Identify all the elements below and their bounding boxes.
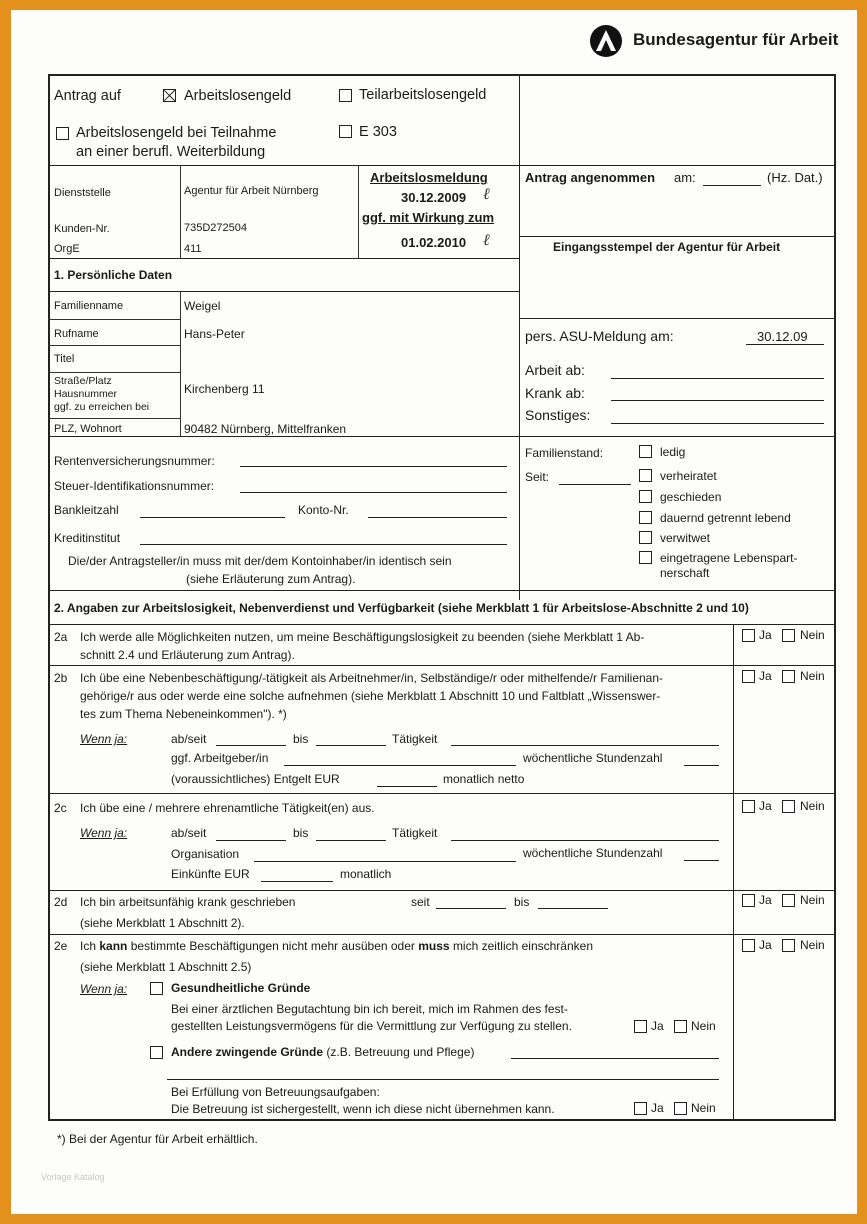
titel-label: Titel xyxy=(54,353,75,365)
option-weiterbildung-1: Arbeitslosengeld bei Teilnahme xyxy=(76,125,277,141)
gesundheitliche-text-2: gestellten Leistungsvermögens für die Vermittlung zur Verfügung zu stellen. xyxy=(171,1019,572,1033)
blz-label: Bankleitzahl xyxy=(54,503,119,517)
option-e303: E 303 xyxy=(359,124,397,140)
q2c-num: 2c xyxy=(54,801,67,815)
form-page xyxy=(11,10,857,1214)
q2c-monatlich: monatlich xyxy=(340,867,392,881)
option-arbeitslosengeld: Arbeitslosengeld xyxy=(184,88,292,104)
familienstand-seit: Seit: xyxy=(525,470,550,484)
q2c-taetigkeit: Tätigkeit xyxy=(392,826,438,840)
checkbox-ledig[interactable] xyxy=(639,445,652,458)
sonstiges-label: Sonstiges: xyxy=(525,407,591,423)
checkbox-2d-nein[interactable] xyxy=(782,894,795,907)
andere-gruende-label: Andere zwingende Gründe (z.B. Betreuung und Pflege) xyxy=(171,1045,475,1059)
q2d-seit: seit xyxy=(411,895,430,909)
checkbox-2e-ja[interactable] xyxy=(742,939,755,952)
q2a-text-1: Ich werde alle Möglichkeiten nutzen, um meine Beschäftigungslosigkeit zu beenden (siehe Merkblatt 1 Ab- xyxy=(80,630,645,644)
q2a-text-2: schnitt 2.4 und Erläuterung zum Antrag). xyxy=(80,648,295,662)
q2b-text-2: gehörige/r aus oder werde eine solche aufnehmen (siehe Merkblatt 1 Abschnitt 10 und Faltblatt „Wissenswer- xyxy=(80,689,661,703)
q2b-arbeitgeber: ggf. Arbeitgeber/in xyxy=(171,751,269,765)
q2b-ab-seit: ab/seit xyxy=(171,732,207,746)
org-name: Bundesagentur für Arbeit xyxy=(633,30,839,49)
orge-value: 411 xyxy=(184,243,202,255)
option-lebenspartnerschaft-1: eingetragene Lebenspart- xyxy=(660,551,798,565)
q2d-text-1: Ich bin arbeitsunfähig krank geschrieben xyxy=(80,895,296,909)
option-geschieden: geschieden xyxy=(660,490,722,504)
hz-dat: (Hz. Dat.) xyxy=(767,170,823,185)
gesundheitliche-gruende-label: Gesundheitliche Gründe xyxy=(171,981,311,995)
strasse-label-3: ggf. zu erreichen bei xyxy=(54,401,150,413)
option-getrennt: dauernd getrennt lebend xyxy=(660,511,791,525)
q2c-wenn-ja: Wenn ja: xyxy=(80,826,128,840)
label-gesundheit-ja: Ja xyxy=(651,1019,664,1033)
label-betreuung-nein: Nein xyxy=(691,1101,716,1115)
label-2e-nein: Nein xyxy=(800,938,825,952)
krank-ab-label: Krank ab: xyxy=(525,385,585,401)
angenommen-label: Antrag angenommen xyxy=(525,170,656,185)
rufname-label: Rufname xyxy=(54,328,99,340)
checkbox-2c-ja[interactable] xyxy=(742,800,755,813)
bundesagentur-logo-icon xyxy=(589,24,623,58)
meldung-date1: 30.12.2009 xyxy=(401,190,467,205)
antrag-label: Antrag auf xyxy=(54,88,121,104)
checkbox-gesundheit-ja[interactable] xyxy=(634,1020,647,1033)
label-betreuung-ja: Ja xyxy=(651,1101,664,1115)
checkbox-2b-nein[interactable] xyxy=(782,670,795,683)
plz-value[interactable]: 90482 Nürnberg, Mittelfranken xyxy=(184,422,347,436)
q2c-einkuenfte: Einkünfte EUR xyxy=(171,867,250,881)
checkbox-e303[interactable] xyxy=(339,125,352,138)
asu-value: 30.12.09 xyxy=(757,329,808,344)
kunden-value: 735D272504 xyxy=(184,222,248,234)
steuer-label: Steuer-Identifikationsnummer: xyxy=(54,479,215,493)
rufname-value[interactable]: Hans-Peter xyxy=(184,327,245,341)
q2b-bis: bis xyxy=(293,732,309,746)
checkbox-gesundheitliche-gruende[interactable] xyxy=(150,982,163,995)
label-2b-nein: Nein xyxy=(800,669,825,683)
checkbox-2c-nein[interactable] xyxy=(782,800,795,813)
option-verheiratet: verheiratet xyxy=(660,469,717,483)
angenommen-am: am: xyxy=(674,170,696,185)
q2b-taetigkeit: Tätigkeit xyxy=(392,732,438,746)
meldung-title: Arbeitslosmeldung xyxy=(370,170,488,185)
eingangsstempel-label: Eingangsstempel der Agentur für Arbeit xyxy=(553,240,781,254)
q2c-ab-seit: ab/seit xyxy=(171,826,207,840)
label-2d-ja: Ja xyxy=(759,893,772,907)
checkbox-getrennt[interactable] xyxy=(639,511,652,524)
gesundheitliche-text-1: Bei einer ärztlichen Begutachtung bin ich bereit, mich im Rahmen des fest- xyxy=(171,1002,568,1016)
q2c-text-1: Ich übe eine / mehrere ehrenamtliche Tätigkeit(en) aus. xyxy=(80,801,375,815)
checkbox-2a-nein[interactable] xyxy=(782,629,795,642)
checkbox-betreuung-nein[interactable] xyxy=(674,1102,687,1115)
signature-mark-1: ℓ xyxy=(483,184,490,203)
betreuung-text-1: Bei Erfüllung von Betreuungsaufgaben: xyxy=(171,1085,380,1099)
arbeit-ab-label: Arbeit ab: xyxy=(525,362,585,378)
watermark: Vorlage Katalog xyxy=(41,1172,105,1182)
option-ledig: ledig xyxy=(660,445,686,459)
q2b-text-1: Ich übe eine Nebenbeschäftigung/-tätigkeit als Arbeitnehmer/in, Selbständige/r oder mithelfende/r Familienan- xyxy=(80,671,664,685)
checkbox-lebenspartnerschaft[interactable] xyxy=(639,551,652,564)
label-2e-ja: Ja xyxy=(759,938,772,952)
q2b-text-3: tes zum Thema Nebeneinkommen"). *) xyxy=(80,707,287,721)
familienname-value[interactable]: Weigel xyxy=(184,299,221,313)
label-2c-ja: Ja xyxy=(759,799,772,813)
checkbox-gesundheit-nein[interactable] xyxy=(674,1020,687,1033)
rvnr-label: Rentenversicherungsnummer: xyxy=(54,454,215,468)
label-2c-nein: Nein xyxy=(800,799,825,813)
q2c-bis: bis xyxy=(293,826,309,840)
q2e-text-1: Ich kann bestimmte Beschäftigungen nicht mehr ausüben oder muss mich zeitlich einschränken xyxy=(80,939,593,953)
checkbox-betreuung-ja[interactable] xyxy=(634,1102,647,1115)
checkbox-teilarbeitslosengeld[interactable] xyxy=(339,89,352,102)
q2c-stundenzahl: wöchentliche Stundenzahl xyxy=(523,846,663,860)
q2d-num: 2d xyxy=(54,895,68,909)
kontoinhaber-note-1: Die/der Antragsteller/in muss mit der/dem Kontoinhaber/in identisch sein xyxy=(68,554,452,568)
strasse-label-1: Straße/Platz xyxy=(54,375,112,387)
label-2b-ja: Ja xyxy=(759,669,772,683)
q2e-num: 2e xyxy=(54,939,68,953)
plz-label: PLZ, Wohnort xyxy=(54,423,122,435)
asu-label: pers. ASU-Meldung am: xyxy=(525,328,674,344)
orge-label: OrgE xyxy=(54,243,80,255)
label-2d-nein: Nein xyxy=(800,893,825,907)
checkbox-verheiratet[interactable] xyxy=(639,469,652,482)
strasse-value[interactable]: Kirchenberg 11 xyxy=(184,382,265,396)
checkbox-weiterbildung[interactable] xyxy=(56,127,69,140)
familienname-label: Familienname xyxy=(54,300,124,312)
q2c-organisation: Organisation xyxy=(171,847,240,861)
footnote: *) Bei der Agentur für Arbeit erhältlich. xyxy=(57,1132,258,1146)
option-lebenspartnerschaft-2: nerschaft xyxy=(660,566,710,580)
checkbox-2a-ja[interactable] xyxy=(742,629,755,642)
strasse-label-2: Hausnummer xyxy=(54,388,118,400)
checkbox-andere-gruende[interactable] xyxy=(150,1046,163,1059)
section2-title: 2. Angaben zur Arbeitslosigkeit, Nebenverdienst und Verfügbarkeit (siehe Merkblatt 1 für Arbeitslose-Abschnitte 2 und 10) xyxy=(54,601,749,615)
q2e-wenn-ja: Wenn ja: xyxy=(80,982,128,996)
familienstand-label: Familienstand: xyxy=(525,446,604,460)
q2b-monatlich-netto: monatlich netto xyxy=(443,772,525,786)
signature-mark-2: ℓ xyxy=(483,230,490,249)
checkbox-verwitwet[interactable] xyxy=(639,531,652,544)
checkbox-2b-ja[interactable] xyxy=(742,670,755,683)
meldung-date2: 01.02.2010 xyxy=(401,235,467,250)
label-2a-nein: Nein xyxy=(800,628,825,642)
institut-label: Kreditinstitut xyxy=(54,531,121,545)
kunden-label: Kunden-Nr. xyxy=(54,223,110,235)
meldung-wirkung: ggf. mit Wirkung zum xyxy=(362,210,495,225)
dienststelle-label: Dienststelle xyxy=(54,187,111,199)
q2b-num: 2b xyxy=(54,671,68,685)
kontoinhaber-note-2: (siehe Erläuterung zum Antrag). xyxy=(186,572,356,586)
q2b-wenn-ja: Wenn ja: xyxy=(80,732,128,746)
checkbox-geschieden[interactable] xyxy=(639,490,652,503)
betreuung-text-2: Die Betreuung ist sichergestellt, wenn ich diese nicht übernehmen kann. xyxy=(171,1102,555,1116)
q2d-bis: bis xyxy=(514,895,530,909)
konto-label: Konto-Nr. xyxy=(298,503,349,517)
checkbox-2e-nein[interactable] xyxy=(782,939,795,952)
option-teilarbeitslosengeld: Teilarbeitslosengeld xyxy=(359,87,487,103)
option-verwitwet: verwitwet xyxy=(660,531,711,545)
checkbox-2d-ja[interactable] xyxy=(742,894,755,907)
option-weiterbildung-2: an einer berufl. Weiterbildung xyxy=(76,144,266,160)
q2d-text-2: (siehe Merkblatt 1 Abschnitt 2). xyxy=(80,916,245,930)
label-2a-ja: Ja xyxy=(759,628,772,642)
section1-title: 1. Persönliche Daten xyxy=(54,268,173,282)
checkbox-arbeitslosengeld[interactable] xyxy=(163,89,176,102)
dienststelle-value: Agentur für Arbeit Nürnberg xyxy=(184,185,319,197)
q2b-entgelt: (voraussichtliches) Entgelt EUR xyxy=(171,772,340,786)
label-gesundheit-nein: Nein xyxy=(691,1019,716,1033)
q2e-text-2: (siehe Merkblatt 1 Abschnitt 2.5) xyxy=(80,960,252,974)
q2b-stundenzahl: wöchentliche Stundenzahl xyxy=(523,751,663,765)
q2a-num: 2a xyxy=(54,630,68,644)
